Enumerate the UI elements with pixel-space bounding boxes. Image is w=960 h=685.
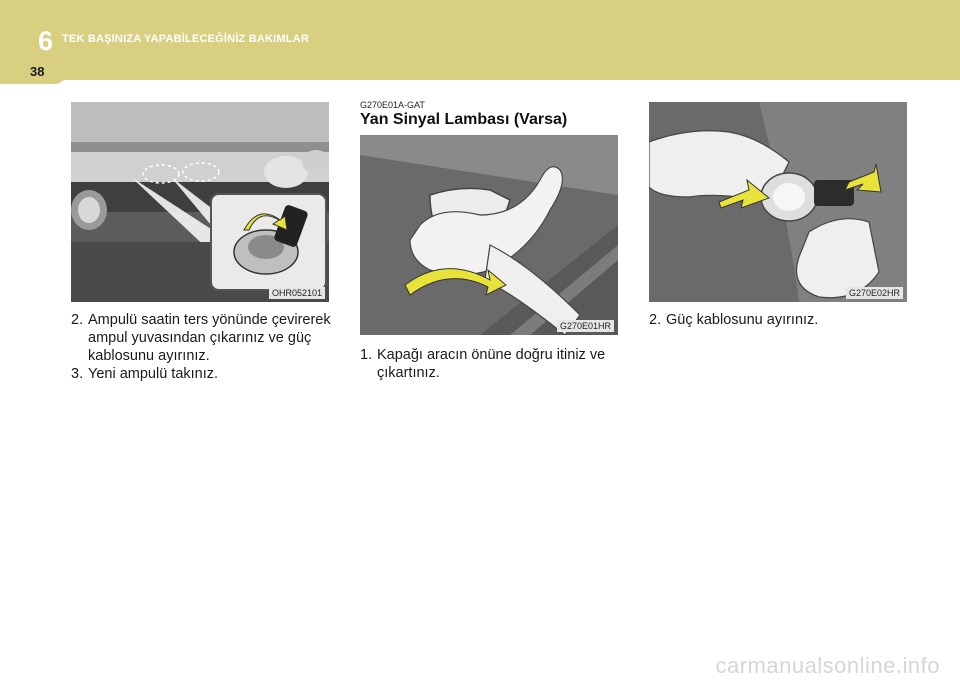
hands-connector-illustration xyxy=(649,102,907,302)
right-step-list xyxy=(649,311,909,329)
bumper-illustration xyxy=(71,102,329,302)
step-number: 1. xyxy=(360,347,373,363)
figure-cover-removal xyxy=(360,135,618,335)
page-number: 38 xyxy=(30,64,45,79)
chapter-number: 6 xyxy=(38,26,54,56)
figure-code-g270e02hr: G270E02HR xyxy=(846,287,903,299)
list-item xyxy=(649,311,909,329)
list-item xyxy=(71,311,331,365)
step-text: Yeni ampulü takınız. xyxy=(88,366,219,382)
step-text: Ampulü saatin ters yönünde çevirerek ampul yuvasından çıkarınız ve güç kablosunu ayırınız. xyxy=(88,312,331,364)
section-title: Yan Sinyal Lambası (Varsa) xyxy=(360,111,568,128)
figure-code-g270e01hr: G270E01HR xyxy=(557,320,614,332)
watermark: carmanualsonline.info xyxy=(715,653,940,678)
middle-step-list xyxy=(360,346,620,382)
step-number: 2. xyxy=(649,312,662,328)
figure-cable-disconnect xyxy=(649,102,907,302)
figure-code-ohr052101: OHR052101 xyxy=(269,287,325,299)
step-text: Kapağı aracın önüne doğru itiniz ve çıkartınız. xyxy=(377,347,606,381)
chapter-title: TEK BAŞINIZA YAPABİLECEĞİNİZ BAKIMLAR xyxy=(62,33,309,45)
hand-push-illustration xyxy=(360,135,618,335)
step-number: 3. xyxy=(71,366,84,382)
list-item xyxy=(360,346,620,382)
left-step-list xyxy=(71,311,331,383)
figure-bulb-removal xyxy=(71,102,329,302)
list-item xyxy=(71,365,331,383)
section-code: G270E01A-GAT xyxy=(360,100,425,110)
step-number: 2. xyxy=(71,312,84,328)
step-text: Güç kablosunu ayırınız. xyxy=(666,312,819,328)
